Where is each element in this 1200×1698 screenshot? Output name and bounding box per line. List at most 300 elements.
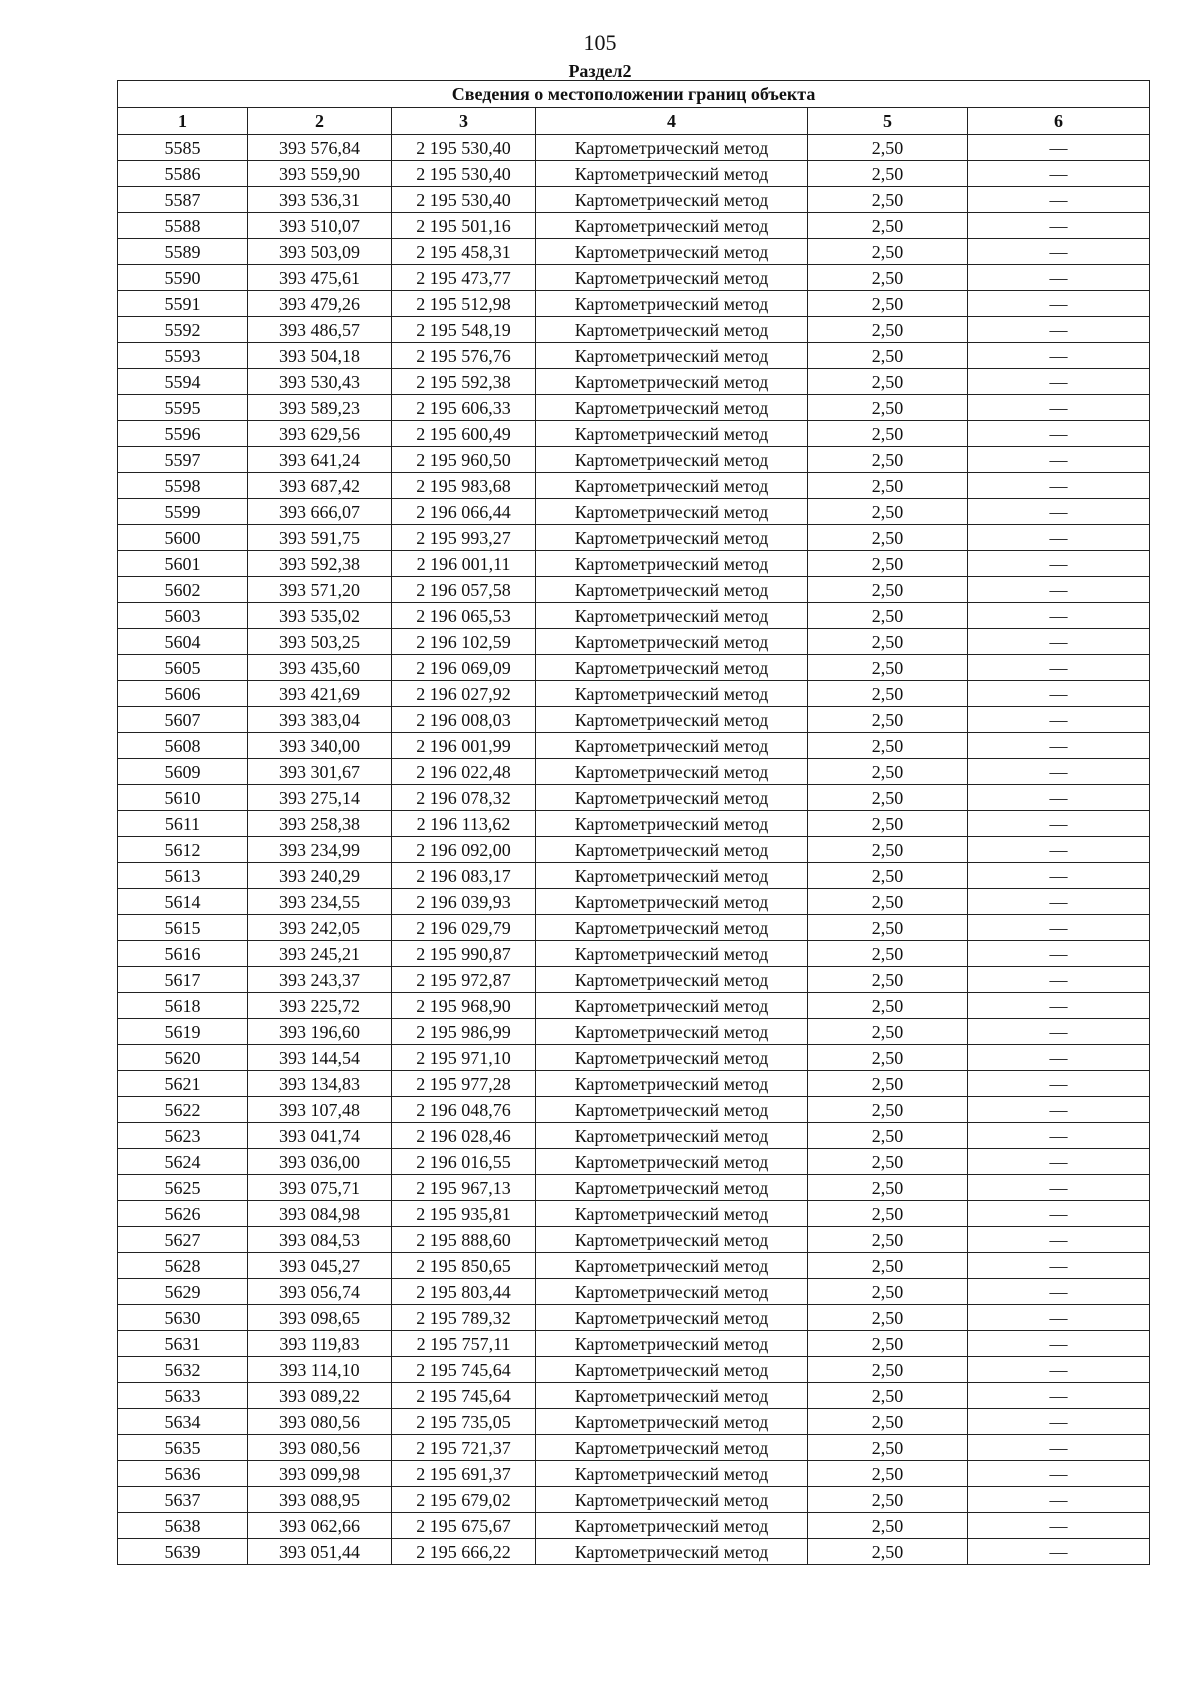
accuracy-cell: 2,50 xyxy=(808,1487,968,1513)
point-number-cell: 5602 xyxy=(118,577,248,603)
description-cell: — xyxy=(968,1487,1150,1513)
accuracy-cell: 2,50 xyxy=(808,1409,968,1435)
table-row xyxy=(118,1045,1150,1071)
point-number-cell: 5600 xyxy=(118,525,248,551)
x-coordinate-cell: 393 571,20 xyxy=(248,577,392,603)
y-coordinate-cell: 2 195 971,10 xyxy=(392,1045,536,1071)
description-cell: — xyxy=(968,447,1150,473)
description-cell: — xyxy=(968,213,1150,239)
point-number-cell: 5629 xyxy=(118,1279,248,1305)
point-number-cell: 5586 xyxy=(118,161,248,187)
description-cell: — xyxy=(968,135,1150,161)
description-cell: — xyxy=(968,655,1150,681)
point-number-cell: 5596 xyxy=(118,421,248,447)
accuracy-cell: 2,50 xyxy=(808,1227,968,1253)
y-coordinate-cell: 2 196 039,93 xyxy=(392,889,536,915)
accuracy-cell: 2,50 xyxy=(808,1045,968,1071)
accuracy-cell: 2,50 xyxy=(808,1071,968,1097)
point-number-cell: 5619 xyxy=(118,1019,248,1045)
method-cell: Картометрический метод xyxy=(536,1435,808,1461)
method-cell: Картометрический метод xyxy=(536,1227,808,1253)
y-coordinate-cell: 2 195 968,90 xyxy=(392,993,536,1019)
y-coordinate-cell: 2 196 022,48 xyxy=(392,759,536,785)
accuracy-cell: 2,50 xyxy=(808,655,968,681)
table-row xyxy=(118,1071,1150,1097)
accuracy-cell: 2,50 xyxy=(808,447,968,473)
accuracy-cell: 2,50 xyxy=(808,395,968,421)
description-cell: — xyxy=(968,863,1150,889)
y-coordinate-cell: 2 195 675,67 xyxy=(392,1513,536,1539)
accuracy-cell: 2,50 xyxy=(808,343,968,369)
point-number-cell: 5628 xyxy=(118,1253,248,1279)
point-number-cell: 5598 xyxy=(118,473,248,499)
method-cell: Картометрический метод xyxy=(536,863,808,889)
y-coordinate-cell: 2 195 888,60 xyxy=(392,1227,536,1253)
table-row xyxy=(118,135,1150,161)
table-row xyxy=(118,421,1150,447)
method-cell: Картометрический метод xyxy=(536,1305,808,1331)
method-cell: Картометрический метод xyxy=(536,473,808,499)
x-coordinate-cell: 393 641,24 xyxy=(248,447,392,473)
method-cell: Картометрический метод xyxy=(536,499,808,525)
point-number-cell: 5637 xyxy=(118,1487,248,1513)
table-row xyxy=(118,187,1150,213)
method-cell: Картометрический метод xyxy=(536,213,808,239)
accuracy-cell: 2,50 xyxy=(808,291,968,317)
method-cell: Картометрический метод xyxy=(536,1513,808,1539)
method-cell: Картометрический метод xyxy=(536,395,808,421)
y-coordinate-cell: 2 195 458,31 xyxy=(392,239,536,265)
table-row xyxy=(118,551,1150,577)
column-header-5: 5 xyxy=(808,108,968,135)
table-row xyxy=(118,213,1150,239)
point-number-cell: 5603 xyxy=(118,603,248,629)
accuracy-cell: 2,50 xyxy=(808,1149,968,1175)
method-cell: Картометрический метод xyxy=(536,265,808,291)
y-coordinate-cell: 2 196 083,17 xyxy=(392,863,536,889)
y-coordinate-cell: 2 196 001,11 xyxy=(392,551,536,577)
accuracy-cell: 2,50 xyxy=(808,1331,968,1357)
x-coordinate-cell: 393 666,07 xyxy=(248,499,392,525)
table-row xyxy=(118,603,1150,629)
description-cell: — xyxy=(968,967,1150,993)
point-number-cell: 5590 xyxy=(118,265,248,291)
x-coordinate-cell: 393 421,69 xyxy=(248,681,392,707)
method-cell: Картометрический метод xyxy=(536,837,808,863)
accuracy-cell: 2,50 xyxy=(808,1357,968,1383)
method-cell: Картометрический метод xyxy=(536,603,808,629)
point-number-cell: 5622 xyxy=(118,1097,248,1123)
y-coordinate-cell: 2 195 993,27 xyxy=(392,525,536,551)
description-cell: — xyxy=(968,499,1150,525)
accuracy-cell: 2,50 xyxy=(808,759,968,785)
y-coordinate-cell: 2 196 065,53 xyxy=(392,603,536,629)
method-cell: Картометрический метод xyxy=(536,1279,808,1305)
description-cell: — xyxy=(968,993,1150,1019)
description-cell: — xyxy=(968,1279,1150,1305)
accuracy-cell: 2,50 xyxy=(808,967,968,993)
description-cell: — xyxy=(968,1071,1150,1097)
table-row xyxy=(118,1487,1150,1513)
method-cell: Картометрический метод xyxy=(536,707,808,733)
accuracy-cell: 2,50 xyxy=(808,1305,968,1331)
table-row xyxy=(118,1461,1150,1487)
y-coordinate-cell: 2 196 001,99 xyxy=(392,733,536,759)
method-cell: Картометрический метод xyxy=(536,1123,808,1149)
point-number-cell: 5613 xyxy=(118,863,248,889)
accuracy-cell: 2,50 xyxy=(808,1461,968,1487)
x-coordinate-cell: 393 080,56 xyxy=(248,1435,392,1461)
point-number-cell: 5587 xyxy=(118,187,248,213)
description-cell: — xyxy=(968,681,1150,707)
x-coordinate-cell: 393 036,00 xyxy=(248,1149,392,1175)
accuracy-cell: 2,50 xyxy=(808,161,968,187)
table-row xyxy=(118,343,1150,369)
x-coordinate-cell: 393 475,61 xyxy=(248,265,392,291)
accuracy-cell: 2,50 xyxy=(808,1097,968,1123)
accuracy-cell: 2,50 xyxy=(808,499,968,525)
x-coordinate-cell: 393 134,83 xyxy=(248,1071,392,1097)
method-cell: Картометрический метод xyxy=(536,1253,808,1279)
accuracy-cell: 2,50 xyxy=(808,889,968,915)
method-cell: Картометрический метод xyxy=(536,525,808,551)
point-number-cell: 5588 xyxy=(118,213,248,239)
x-coordinate-cell: 393 234,55 xyxy=(248,889,392,915)
x-coordinate-cell: 393 080,56 xyxy=(248,1409,392,1435)
description-cell: — xyxy=(968,889,1150,915)
y-coordinate-cell: 2 195 735,05 xyxy=(392,1409,536,1435)
table-row xyxy=(118,629,1150,655)
method-cell: Картометрический метод xyxy=(536,655,808,681)
y-coordinate-cell: 2 196 048,76 xyxy=(392,1097,536,1123)
column-header-4: 4 xyxy=(536,108,808,135)
description-cell: — xyxy=(968,707,1150,733)
table-row xyxy=(118,1383,1150,1409)
x-coordinate-cell: 393 340,00 xyxy=(248,733,392,759)
point-number-cell: 5607 xyxy=(118,707,248,733)
table-row xyxy=(118,239,1150,265)
method-cell: Картометрический метод xyxy=(536,1071,808,1097)
y-coordinate-cell: 2 195 990,87 xyxy=(392,941,536,967)
x-coordinate-cell: 393 144,54 xyxy=(248,1045,392,1071)
point-number-cell: 5591 xyxy=(118,291,248,317)
point-number-cell: 5617 xyxy=(118,967,248,993)
description-cell: — xyxy=(968,811,1150,837)
point-number-cell: 5601 xyxy=(118,551,248,577)
table-row xyxy=(118,161,1150,187)
x-coordinate-cell: 393 242,05 xyxy=(248,915,392,941)
x-coordinate-cell: 393 589,23 xyxy=(248,395,392,421)
method-cell: Картометрический метод xyxy=(536,1331,808,1357)
method-cell: Картометрический метод xyxy=(536,161,808,187)
method-cell: Картометрический метод xyxy=(536,187,808,213)
x-coordinate-cell: 393 258,38 xyxy=(248,811,392,837)
x-coordinate-cell: 393 592,38 xyxy=(248,551,392,577)
point-number-cell: 5592 xyxy=(118,317,248,343)
y-coordinate-cell: 2 196 102,59 xyxy=(392,629,536,655)
description-cell: — xyxy=(968,1461,1150,1487)
table-row xyxy=(118,863,1150,889)
table-row xyxy=(118,1513,1150,1539)
y-coordinate-cell: 2 196 027,92 xyxy=(392,681,536,707)
table-row xyxy=(118,655,1150,681)
accuracy-cell: 2,50 xyxy=(808,421,968,447)
method-cell: Картометрический метод xyxy=(536,629,808,655)
table-row xyxy=(118,1279,1150,1305)
table-row xyxy=(118,1305,1150,1331)
x-coordinate-cell: 393 234,99 xyxy=(248,837,392,863)
x-coordinate-cell: 393 051,44 xyxy=(248,1539,392,1565)
table-row xyxy=(118,317,1150,343)
method-cell: Картометрический метод xyxy=(536,967,808,993)
description-cell: — xyxy=(968,1539,1150,1565)
y-coordinate-cell: 2 196 113,62 xyxy=(392,811,536,837)
x-coordinate-cell: 393 119,83 xyxy=(248,1331,392,1357)
y-coordinate-cell: 2 195 473,77 xyxy=(392,265,536,291)
table-row xyxy=(118,785,1150,811)
point-number-cell: 5620 xyxy=(118,1045,248,1071)
description-cell: — xyxy=(968,1227,1150,1253)
y-coordinate-cell: 2 195 983,68 xyxy=(392,473,536,499)
y-coordinate-cell: 2 195 967,13 xyxy=(392,1175,536,1201)
table-row xyxy=(118,759,1150,785)
y-coordinate-cell: 2 195 757,11 xyxy=(392,1331,536,1357)
accuracy-cell: 2,50 xyxy=(808,733,968,759)
point-number-cell: 5610 xyxy=(118,785,248,811)
y-coordinate-cell: 2 195 850,65 xyxy=(392,1253,536,1279)
method-cell: Картометрический метод xyxy=(536,1201,808,1227)
method-cell: Картометрический метод xyxy=(536,1383,808,1409)
table-row xyxy=(118,369,1150,395)
method-cell: Картометрический метод xyxy=(536,239,808,265)
accuracy-cell: 2,50 xyxy=(808,785,968,811)
x-coordinate-cell: 393 510,07 xyxy=(248,213,392,239)
description-cell: — xyxy=(968,161,1150,187)
accuracy-cell: 2,50 xyxy=(808,213,968,239)
y-coordinate-cell: 2 195 691,37 xyxy=(392,1461,536,1487)
accuracy-cell: 2,50 xyxy=(808,473,968,499)
description-cell: — xyxy=(968,1045,1150,1071)
y-coordinate-cell: 2 195 530,40 xyxy=(392,135,536,161)
y-coordinate-cell: 2 196 069,09 xyxy=(392,655,536,681)
method-cell: Картометрический метод xyxy=(536,1461,808,1487)
point-number-cell: 5585 xyxy=(118,135,248,161)
table-row xyxy=(118,265,1150,291)
table-row xyxy=(118,291,1150,317)
table-row xyxy=(118,1175,1150,1201)
description-cell: — xyxy=(968,603,1150,629)
description-cell: — xyxy=(968,473,1150,499)
point-number-cell: 5625 xyxy=(118,1175,248,1201)
description-cell: — xyxy=(968,239,1150,265)
y-coordinate-cell: 2 195 530,40 xyxy=(392,161,536,187)
method-cell: Картометрический метод xyxy=(536,447,808,473)
method-cell: Картометрический метод xyxy=(536,421,808,447)
x-coordinate-cell: 393 107,48 xyxy=(248,1097,392,1123)
description-cell: — xyxy=(968,1097,1150,1123)
description-cell: — xyxy=(968,1201,1150,1227)
accuracy-cell: 2,50 xyxy=(808,369,968,395)
table-row xyxy=(118,1409,1150,1435)
method-cell: Картометрический метод xyxy=(536,317,808,343)
y-coordinate-cell: 2 195 679,02 xyxy=(392,1487,536,1513)
table-row xyxy=(118,577,1150,603)
x-coordinate-cell: 393 225,72 xyxy=(248,993,392,1019)
point-number-cell: 5614 xyxy=(118,889,248,915)
description-cell: — xyxy=(968,1331,1150,1357)
x-coordinate-cell: 393 240,29 xyxy=(248,863,392,889)
point-number-cell: 5631 xyxy=(118,1331,248,1357)
y-coordinate-cell: 2 195 972,87 xyxy=(392,967,536,993)
point-number-cell: 5634 xyxy=(118,1409,248,1435)
accuracy-cell: 2,50 xyxy=(808,1201,968,1227)
point-number-cell: 5624 xyxy=(118,1149,248,1175)
accuracy-cell: 2,50 xyxy=(808,525,968,551)
table-row xyxy=(118,941,1150,967)
table-row xyxy=(118,733,1150,759)
accuracy-cell: 2,50 xyxy=(808,1123,968,1149)
x-coordinate-cell: 393 196,60 xyxy=(248,1019,392,1045)
accuracy-cell: 2,50 xyxy=(808,629,968,655)
x-coordinate-cell: 393 088,95 xyxy=(248,1487,392,1513)
point-number-cell: 5595 xyxy=(118,395,248,421)
description-cell: — xyxy=(968,1357,1150,1383)
method-cell: Картометрический метод xyxy=(536,551,808,577)
description-cell: — xyxy=(968,1175,1150,1201)
point-number-cell: 5604 xyxy=(118,629,248,655)
table-row xyxy=(118,1253,1150,1279)
method-cell: Картометрический метод xyxy=(536,1019,808,1045)
accuracy-cell: 2,50 xyxy=(808,1513,968,1539)
accuracy-cell: 2,50 xyxy=(808,603,968,629)
point-number-cell: 5618 xyxy=(118,993,248,1019)
point-number-cell: 5639 xyxy=(118,1539,248,1565)
x-coordinate-cell: 393 062,66 xyxy=(248,1513,392,1539)
table-row xyxy=(118,499,1150,525)
point-number-cell: 5635 xyxy=(118,1435,248,1461)
table-row xyxy=(118,993,1150,1019)
accuracy-cell: 2,50 xyxy=(808,551,968,577)
description-cell: — xyxy=(968,941,1150,967)
table-row xyxy=(118,811,1150,837)
y-coordinate-cell: 2 195 600,49 xyxy=(392,421,536,447)
accuracy-cell: 2,50 xyxy=(808,135,968,161)
description-cell: — xyxy=(968,265,1150,291)
y-coordinate-cell: 2 195 606,33 xyxy=(392,395,536,421)
x-coordinate-cell: 393 479,26 xyxy=(248,291,392,317)
description-cell: — xyxy=(968,421,1150,447)
y-coordinate-cell: 2 195 721,37 xyxy=(392,1435,536,1461)
table-row xyxy=(118,1227,1150,1253)
method-cell: Картометрический метод xyxy=(536,343,808,369)
x-coordinate-cell: 393 301,67 xyxy=(248,759,392,785)
x-coordinate-cell: 393 576,84 xyxy=(248,135,392,161)
description-cell: — xyxy=(968,1019,1150,1045)
x-coordinate-cell: 393 503,25 xyxy=(248,629,392,655)
description-cell: — xyxy=(968,629,1150,655)
method-cell: Картометрический метод xyxy=(536,369,808,395)
point-number-cell: 5594 xyxy=(118,369,248,395)
y-coordinate-cell: 2 195 512,98 xyxy=(392,291,536,317)
x-coordinate-cell: 393 089,22 xyxy=(248,1383,392,1409)
point-number-cell: 5616 xyxy=(118,941,248,967)
table-row xyxy=(118,915,1150,941)
method-cell: Картометрический метод xyxy=(536,889,808,915)
accuracy-cell: 2,50 xyxy=(808,837,968,863)
x-coordinate-cell: 393 114,10 xyxy=(248,1357,392,1383)
description-cell: — xyxy=(968,395,1150,421)
table-row xyxy=(118,1019,1150,1045)
method-cell: Картометрический метод xyxy=(536,1045,808,1071)
point-number-cell: 5605 xyxy=(118,655,248,681)
table-body xyxy=(118,135,1150,1565)
point-number-cell: 5597 xyxy=(118,447,248,473)
x-coordinate-cell: 393 275,14 xyxy=(248,785,392,811)
y-coordinate-cell: 2 195 935,81 xyxy=(392,1201,536,1227)
table-caption: Сведения о местоположении границ объекта xyxy=(118,81,1150,108)
accuracy-cell: 2,50 xyxy=(808,239,968,265)
y-coordinate-cell: 2 195 745,64 xyxy=(392,1383,536,1409)
point-number-cell: 5615 xyxy=(118,915,248,941)
point-number-cell: 5636 xyxy=(118,1461,248,1487)
accuracy-cell: 2,50 xyxy=(808,1175,968,1201)
accuracy-cell: 2,50 xyxy=(808,317,968,343)
x-coordinate-cell: 393 245,21 xyxy=(248,941,392,967)
y-coordinate-cell: 2 196 092,00 xyxy=(392,837,536,863)
y-coordinate-cell: 2 195 592,38 xyxy=(392,369,536,395)
x-coordinate-cell: 393 486,57 xyxy=(248,317,392,343)
point-number-cell: 5599 xyxy=(118,499,248,525)
x-coordinate-cell: 393 591,75 xyxy=(248,525,392,551)
description-cell: — xyxy=(968,577,1150,603)
description-cell: — xyxy=(968,291,1150,317)
description-cell: — xyxy=(968,1149,1150,1175)
table-row xyxy=(118,889,1150,915)
description-cell: — xyxy=(968,785,1150,811)
table-row xyxy=(118,1357,1150,1383)
y-coordinate-cell: 2 195 548,19 xyxy=(392,317,536,343)
y-coordinate-cell: 2 196 078,32 xyxy=(392,785,536,811)
description-cell: — xyxy=(968,1253,1150,1279)
table-row xyxy=(118,681,1150,707)
accuracy-cell: 2,50 xyxy=(808,941,968,967)
table-header-row xyxy=(118,108,1150,135)
y-coordinate-cell: 2 195 986,99 xyxy=(392,1019,536,1045)
method-cell: Картометрический метод xyxy=(536,135,808,161)
boundary-coordinates-table xyxy=(117,80,1150,1565)
point-number-cell: 5638 xyxy=(118,1513,248,1539)
point-number-cell: 5589 xyxy=(118,239,248,265)
y-coordinate-cell: 2 195 666,22 xyxy=(392,1539,536,1565)
x-coordinate-cell: 393 084,98 xyxy=(248,1201,392,1227)
x-coordinate-cell: 393 243,37 xyxy=(248,967,392,993)
y-coordinate-cell: 2 195 745,64 xyxy=(392,1357,536,1383)
x-coordinate-cell: 393 536,31 xyxy=(248,187,392,213)
accuracy-cell: 2,50 xyxy=(808,577,968,603)
y-coordinate-cell: 2 196 057,58 xyxy=(392,577,536,603)
table-row xyxy=(118,1331,1150,1357)
x-coordinate-cell: 393 504,18 xyxy=(248,343,392,369)
x-coordinate-cell: 393 435,60 xyxy=(248,655,392,681)
point-number-cell: 5621 xyxy=(118,1071,248,1097)
point-number-cell: 5630 xyxy=(118,1305,248,1331)
y-coordinate-cell: 2 195 530,40 xyxy=(392,187,536,213)
x-coordinate-cell: 393 056,74 xyxy=(248,1279,392,1305)
description-cell: — xyxy=(968,837,1150,863)
table-row xyxy=(118,525,1150,551)
method-cell: Картометрический метод xyxy=(536,1409,808,1435)
accuracy-cell: 2,50 xyxy=(808,1539,968,1565)
